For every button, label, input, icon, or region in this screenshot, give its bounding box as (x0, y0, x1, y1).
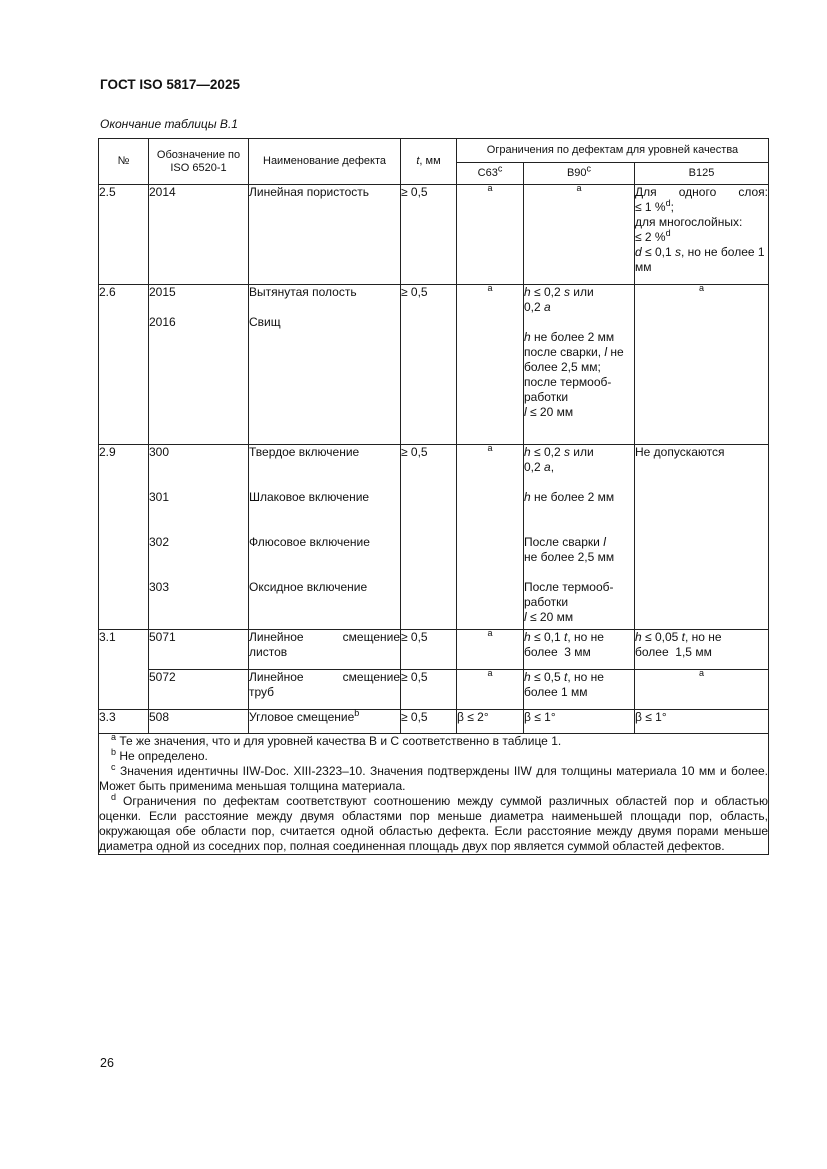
row-c63: a (457, 285, 524, 445)
row-defect-name: Линейная пористость (249, 185, 401, 285)
table-row (99, 285, 769, 445)
row-b90: h ≤ 0,1 t, но не более 3 мм (524, 630, 635, 670)
row-b125: Для одного слоя: ≤ 1 %$^d$; для многослойных: ≤ 2 %$^d$ d ≤ 0,1 s, но не более 1 мм (635, 185, 769, 285)
table-caption: Окончание таблицы В.1 (100, 117, 238, 131)
table-notes-row (99, 734, 769, 855)
row-num: 2.6 (99, 285, 149, 445)
row-num: 2.9 (99, 445, 149, 630)
row-b90: h ≤ 0,2 s или 0,2 a h не более 2 мм после сварки, l не более 2,5 мм; после термооб-работки l ≤ 20 мм (524, 285, 635, 445)
row-code: 5071 (149, 630, 249, 670)
header-defect-name: Наименование дефекта (249, 139, 401, 185)
row-code: 2015 2016 (149, 285, 249, 445)
header-quality-levels: Ограничения по дефектам для уровней качества (457, 139, 769, 163)
row-code: 508 (149, 710, 249, 734)
row-c63: a (457, 445, 524, 630)
page-number: 26 (100, 1056, 114, 1070)
row-thickness: ≥ 0,5 (401, 710, 457, 734)
note-d: $^d$ Ограничения по дефектам соответствуют соотношению между суммой различных областей пор и областью оценки. Если расстояние между двумя областями пор меньше диаметра наименьшей площади пор, область, окружающая обе области пор, считается одной областью дефекта. Если расстояние между двумя порами меньше диаметра одной из соседних пор, полная соединенная площадь двух пор является суммой областей дефектов. (99, 792, 768, 853)
row-num: 3.3 (99, 710, 149, 734)
row-thickness: ≥ 0,5 (401, 185, 457, 285)
row-c63: a (457, 670, 524, 710)
note-b: $^b$ Не определено. (111, 747, 208, 763)
row-thickness: ≥ 0,5 (401, 445, 457, 630)
row-c63: β ≤ 2° (457, 710, 524, 734)
row-code: 300 301 302 303 (149, 445, 249, 630)
table-row (99, 445, 769, 630)
note-a: $^a$ Те же значения, что и для уровней качества B и C соответственно в таблице 1. (111, 732, 562, 748)
header-b125: B125 (635, 163, 769, 185)
table-row (99, 710, 769, 734)
row-b125: h ≤ 0,05 t, но не более 1,5 мм (635, 630, 769, 670)
row-defect-name: Угловое смещение$^b$ (249, 710, 401, 734)
table-notes (99, 734, 769, 855)
defects-table (98, 138, 769, 855)
row-defect-name: Вытянутая полость Свищ (249, 285, 401, 445)
row-b125: a (635, 670, 769, 710)
row-defect-name: Линейное смещение труб (249, 670, 401, 710)
row-b90: h ≤ 0,2 s или 0,2 a, h не более 2 мм После сварки l не более 2,5 мм После термооб-работки l ≤ 20 мм (524, 445, 635, 630)
row-b90: β ≤ 1° (524, 710, 635, 734)
row-c63: a (457, 185, 524, 285)
row-defect-name: Линейное смещение листов (249, 630, 401, 670)
row-b125: β ≤ 1° (635, 710, 769, 734)
header-thickness (401, 139, 457, 185)
t-unit: , мм (419, 155, 441, 167)
row-b125: Не допускаются (635, 445, 769, 630)
table-row (99, 670, 769, 710)
row-thickness: ≥ 0,5 (401, 670, 457, 710)
row-defect-name: Твердое включение Шлаковое включение Флюсовое включение Оксидное включение (249, 445, 401, 630)
row-b90: a (524, 185, 635, 285)
table-row (99, 630, 769, 670)
row-code: 2014 (149, 185, 249, 285)
row-code: 5072 (149, 670, 249, 710)
row-b125: a (635, 285, 769, 445)
note-c: $^c$ Значения идентичны IIW-Doc. XIII-2323–10. Значения подтверждены IIW для толщины материала 10 мм и более. Может быть применима меньшая толщина материала. (99, 762, 768, 793)
row-num: 2.5 (99, 185, 149, 285)
row-thickness: ≥ 0,5 (401, 285, 457, 445)
row-b90: h ≤ 0,5 t, но не более 1 мм (524, 670, 635, 710)
row-thickness: ≥ 0,5 (401, 630, 457, 670)
header-c63: C63$^c$ (457, 163, 524, 185)
table-row (99, 185, 769, 285)
header-iso-code: Обозначение по ISO 6520-1 (149, 139, 249, 185)
header-num: № (99, 139, 149, 185)
row-num: 3.1 (99, 630, 149, 710)
header-b90: B90$^c$ (524, 163, 635, 185)
t-symbol: t (416, 155, 420, 167)
document-id: ГОСТ ISO 5817—2025 (100, 77, 240, 92)
row-c63: a (457, 630, 524, 670)
